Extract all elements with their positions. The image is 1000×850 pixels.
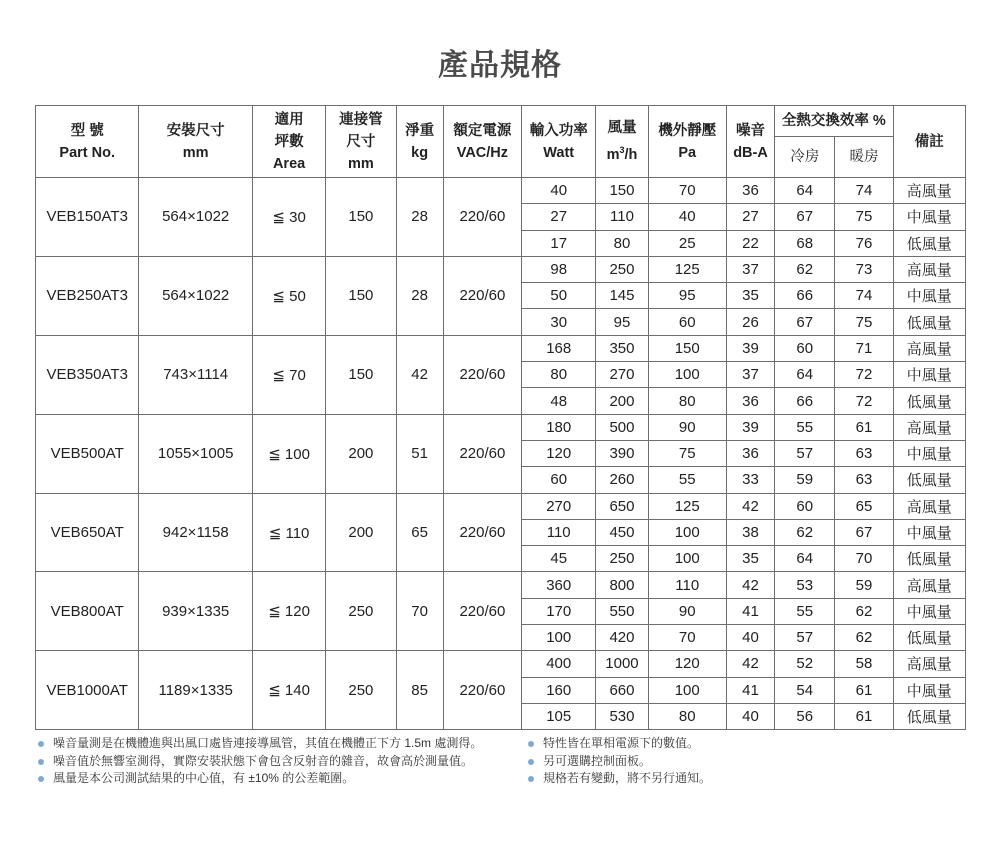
airflow-cell: 660 <box>596 677 648 703</box>
input-power-cell: 168 <box>522 335 596 361</box>
note-item <box>35 770 482 788</box>
cooling-efficiency-cell: 67 <box>775 309 835 335</box>
note-item <box>525 753 711 771</box>
header-input-power: 輸入功率 Watt <box>522 106 596 178</box>
input-power-cell: 170 <box>522 598 596 624</box>
static-pressure-cell: 90 <box>648 414 726 440</box>
heating-efficiency-cell: 72 <box>835 388 893 414</box>
install-size-cell: 743×1114 <box>139 335 252 414</box>
area-cell: ≦ 100 <box>252 414 325 493</box>
part-no-cell: VEB250AT3 <box>36 256 139 335</box>
static-pressure-cell: 70 <box>648 625 726 651</box>
airflow-cell: 530 <box>596 703 648 729</box>
noise-cell: 39 <box>726 335 774 361</box>
noise-cell: 40 <box>726 625 774 651</box>
noise-cell: 42 <box>726 572 774 598</box>
cooling-efficiency-cell: 66 <box>775 388 835 414</box>
power-cell: 220/60 <box>443 178 521 257</box>
noise-cell: 22 <box>726 230 774 256</box>
bullet-dot-icon <box>528 776 534 782</box>
airflow-cell: 450 <box>596 519 648 545</box>
remark-cell: 低風量 <box>893 388 965 414</box>
note-text: 噪音量測是在機體進與出風口處皆連接導風管，其值在機體正下方 1.5m 處測得。 <box>53 736 483 750</box>
airflow-cell: 390 <box>596 440 648 466</box>
bullet-dot-icon <box>38 759 44 765</box>
table-row <box>36 493 966 519</box>
airflow-cell: 270 <box>596 362 648 388</box>
noise-cell: 33 <box>726 467 774 493</box>
noise-cell: 36 <box>726 178 774 204</box>
header-weight: 淨重 kg <box>396 106 443 178</box>
spec-table-body <box>36 178 966 730</box>
install-size-cell: 942×1158 <box>139 493 252 572</box>
note-text: 噪音值於無響室測得，實際安裝狀態下會包含反射音的雜音，故會高於測量值。 <box>53 753 474 768</box>
noise-cell: 40 <box>726 703 774 729</box>
heating-efficiency-cell: 74 <box>835 283 893 309</box>
area-cell: ≦ 140 <box>252 651 325 730</box>
table-row <box>36 335 966 361</box>
cooling-efficiency-cell: 60 <box>775 493 835 519</box>
input-power-cell: 50 <box>522 283 596 309</box>
heating-efficiency-cell: 65 <box>835 493 893 519</box>
cooling-efficiency-cell: 53 <box>775 572 835 598</box>
install-size-cell: 1055×1005 <box>139 414 252 493</box>
heating-efficiency-cell: 58 <box>835 651 893 677</box>
input-power-cell: 27 <box>522 204 596 230</box>
heating-efficiency-cell: 59 <box>835 572 893 598</box>
header-row <box>36 106 966 137</box>
weight-cell: 51 <box>396 414 443 493</box>
input-power-cell: 400 <box>522 651 596 677</box>
remark-cell: 高風量 <box>893 493 965 519</box>
static-pressure-cell: 100 <box>648 519 726 545</box>
table-row <box>36 572 966 598</box>
noise-cell: 36 <box>726 440 774 466</box>
weight-cell: 85 <box>396 651 443 730</box>
airflow-cell: 350 <box>596 335 648 361</box>
input-power-cell: 45 <box>522 546 596 572</box>
input-power-cell: 160 <box>522 677 596 703</box>
noise-cell: 36 <box>726 388 774 414</box>
part-no-cell: VEB150AT3 <box>36 178 139 257</box>
heating-efficiency-cell: 71 <box>835 335 893 361</box>
remark-cell: 低風量 <box>893 467 965 493</box>
power-cell: 220/60 <box>443 651 521 730</box>
cooling-efficiency-cell: 57 <box>775 625 835 651</box>
input-power-cell: 120 <box>522 440 596 466</box>
power-cell: 220/60 <box>443 414 521 493</box>
cooling-efficiency-cell: 66 <box>775 283 835 309</box>
heating-efficiency-cell: 75 <box>835 309 893 335</box>
heating-efficiency-cell: 76 <box>835 230 893 256</box>
input-power-cell: 105 <box>522 703 596 729</box>
static-pressure-cell: 100 <box>648 546 726 572</box>
static-pressure-cell: 120 <box>648 651 726 677</box>
bullet-dot-icon <box>528 741 534 747</box>
header-airflow: 風量 $m^3/h$ <box>596 106 648 178</box>
weight-cell: 65 <box>396 493 443 572</box>
remark-cell: 中風量 <box>893 283 965 309</box>
input-power-cell: 180 <box>522 414 596 440</box>
input-power-cell: 48 <box>522 388 596 414</box>
input-power-cell: 80 <box>522 362 596 388</box>
airflow-cell: 150 <box>596 178 648 204</box>
install-size-cell: 939×1335 <box>139 572 252 651</box>
weight-cell: 28 <box>396 178 443 257</box>
remark-cell: 高風量 <box>893 256 965 282</box>
noise-cell: 26 <box>726 309 774 335</box>
airflow-cell: 500 <box>596 414 648 440</box>
input-power-cell: 100 <box>522 625 596 651</box>
cooling-efficiency-cell: 62 <box>775 519 835 545</box>
header-efficiency: 全熱交換效率 % <box>775 106 894 137</box>
heating-efficiency-cell: 63 <box>835 467 893 493</box>
header-area: 適用 坪數 Area <box>252 106 325 178</box>
noise-cell: 35 <box>726 283 774 309</box>
airflow-cell: 110 <box>596 204 648 230</box>
noise-cell: 37 <box>726 362 774 388</box>
heating-efficiency-cell: 75 <box>835 204 893 230</box>
remark-cell: 中風量 <box>893 204 965 230</box>
part-no-cell: VEB1000AT <box>36 651 139 730</box>
input-power-cell: 30 <box>522 309 596 335</box>
input-power-cell: 98 <box>522 256 596 282</box>
area-cell: ≦ 70 <box>252 335 325 414</box>
noise-cell: 42 <box>726 651 774 677</box>
header-power: 額定電源 VAC/Hz <box>443 106 521 178</box>
cooling-efficiency-cell: 67 <box>775 204 835 230</box>
airflow-cell: 260 <box>596 467 648 493</box>
cooling-efficiency-cell: 62 <box>775 256 835 282</box>
static-pressure-cell: 40 <box>648 204 726 230</box>
airflow-cell: 550 <box>596 598 648 624</box>
bullet-dot-icon <box>528 759 534 765</box>
weight-cell: 70 <box>396 572 443 651</box>
duct-size-cell: 250 <box>326 572 396 651</box>
page-title: 產品規格 <box>438 49 562 82</box>
heating-efficiency-cell: 73 <box>835 256 893 282</box>
weight-cell: 28 <box>396 256 443 335</box>
duct-size-cell: 200 <box>326 414 396 493</box>
header-install-size: 安裝尺寸 mm <box>139 106 252 178</box>
input-power-cell: 40 <box>522 178 596 204</box>
power-cell: 220/60 <box>443 256 521 335</box>
static-pressure-cell: 75 <box>648 440 726 466</box>
install-size-cell: 564×1022 <box>139 178 252 257</box>
spec-table <box>35 105 966 730</box>
header-static-pressure: 機外靜壓 Pa <box>648 106 726 178</box>
cooling-efficiency-cell: 52 <box>775 651 835 677</box>
install-size-cell: 1189×1335 <box>139 651 252 730</box>
area-cell: ≦ 110 <box>252 493 325 572</box>
part-no-cell: VEB800AT <box>36 572 139 651</box>
noise-cell: 37 <box>726 256 774 282</box>
heating-efficiency-cell: 72 <box>835 362 893 388</box>
input-power-cell: 360 <box>522 572 596 598</box>
noise-cell: 39 <box>726 414 774 440</box>
static-pressure-cell: 55 <box>648 467 726 493</box>
airflow-cell: 200 <box>596 388 648 414</box>
noise-cell: 41 <box>726 677 774 703</box>
duct-size-cell: 150 <box>326 178 396 257</box>
bullet-dot-icon <box>38 776 44 782</box>
heating-efficiency-cell: 63 <box>835 440 893 466</box>
heating-efficiency-cell: 62 <box>835 598 893 624</box>
note-text: 另可選購控制面板。 <box>543 753 652 768</box>
note-text: 風量是本公司測試結果的中心值，有 ±10% 的公差範圍。 <box>53 771 355 785</box>
cooling-efficiency-cell: 54 <box>775 677 835 703</box>
static-pressure-cell: 100 <box>648 677 726 703</box>
install-size-cell: 564×1022 <box>139 256 252 335</box>
duct-size-cell: 250 <box>326 651 396 730</box>
power-cell: 220/60 <box>443 572 521 651</box>
table-row <box>36 651 966 677</box>
static-pressure-cell: 95 <box>648 283 726 309</box>
noise-cell: 27 <box>726 204 774 230</box>
input-power-cell: 270 <box>522 493 596 519</box>
remark-cell: 中風量 <box>893 519 965 545</box>
remark-cell: 低風量 <box>893 309 965 335</box>
part-no-cell: VEB500AT <box>36 414 139 493</box>
remark-cell: 高風量 <box>893 572 965 598</box>
static-pressure-cell: 60 <box>648 309 726 335</box>
duct-size-cell: 150 <box>326 256 396 335</box>
note-item <box>35 735 482 753</box>
power-cell: 220/60 <box>443 493 521 572</box>
cooling-efficiency-cell: 64 <box>775 546 835 572</box>
airflow-cell: 420 <box>596 625 648 651</box>
heating-efficiency-cell: 74 <box>835 178 893 204</box>
weight-cell: 42 <box>396 335 443 414</box>
table-row <box>36 414 966 440</box>
duct-size-cell: 150 <box>326 335 396 414</box>
bullet-dot-icon <box>38 741 44 747</box>
heating-efficiency-cell: 67 <box>835 519 893 545</box>
table-row <box>36 178 966 204</box>
remark-cell: 中風量 <box>893 598 965 624</box>
heating-efficiency-cell: 61 <box>835 703 893 729</box>
header-part-no: 型 號 Part No. <box>36 106 139 178</box>
airflow-cell: 145 <box>596 283 648 309</box>
note-text: 規格若有變動，將不另行通知。 <box>543 771 712 785</box>
noise-cell: 35 <box>726 546 774 572</box>
header-duct-size: 連接管 尺寸 mm <box>326 106 396 178</box>
remark-cell: 高風量 <box>893 414 965 440</box>
note-item <box>525 735 711 753</box>
table-row <box>36 256 966 282</box>
remark-cell: 中風量 <box>893 440 965 466</box>
note-item <box>525 770 711 788</box>
header-noise: 噪音 dB-A <box>726 106 774 178</box>
part-no-cell: VEB650AT <box>36 493 139 572</box>
header-heating: 暖房 <box>835 137 893 178</box>
noise-cell: 38 <box>726 519 774 545</box>
remark-cell: 中風量 <box>893 677 965 703</box>
airflow-cell: 1000 <box>596 651 648 677</box>
cooling-efficiency-cell: 55 <box>775 414 835 440</box>
static-pressure-cell: 25 <box>648 230 726 256</box>
remark-cell: 低風量 <box>893 625 965 651</box>
area-cell: ≦ 120 <box>252 572 325 651</box>
static-pressure-cell: 90 <box>648 598 726 624</box>
static-pressure-cell: 125 <box>648 493 726 519</box>
cooling-efficiency-cell: 64 <box>775 362 835 388</box>
cooling-efficiency-cell: 59 <box>775 467 835 493</box>
area-cell: ≦ 50 <box>252 256 325 335</box>
airflow-cell: 250 <box>596 256 648 282</box>
cooling-efficiency-cell: 60 <box>775 335 835 361</box>
header-cooling: 冷房 <box>775 137 835 178</box>
notes-list-left <box>35 735 482 788</box>
duct-size-cell: 200 <box>326 493 396 572</box>
heating-efficiency-cell: 61 <box>835 677 893 703</box>
airflow-cell: 250 <box>596 546 648 572</box>
remark-cell: 高風量 <box>893 335 965 361</box>
remark-cell: 中風量 <box>893 362 965 388</box>
header-remark: 備註 <box>893 106 965 178</box>
input-power-cell: 110 <box>522 519 596 545</box>
cooling-efficiency-cell: 55 <box>775 598 835 624</box>
static-pressure-cell: 110 <box>648 572 726 598</box>
part-no-cell: VEB350AT3 <box>36 335 139 414</box>
airflow-cell: 800 <box>596 572 648 598</box>
static-pressure-cell: 125 <box>648 256 726 282</box>
power-cell: 220/60 <box>443 335 521 414</box>
remark-cell: 高風量 <box>893 178 965 204</box>
remark-cell: 低風量 <box>893 703 965 729</box>
cooling-efficiency-cell: 64 <box>775 178 835 204</box>
cooling-efficiency-cell: 56 <box>775 703 835 729</box>
noise-cell: 42 <box>726 493 774 519</box>
noise-cell: 41 <box>726 598 774 624</box>
note-text: 特性皆在單相電源下的數值。 <box>543 736 700 750</box>
heating-efficiency-cell: 70 <box>835 546 893 572</box>
remark-cell: 低風量 <box>893 230 965 256</box>
cooling-efficiency-cell: 57 <box>775 440 835 466</box>
heating-efficiency-cell: 62 <box>835 625 893 651</box>
airflow-cell: 650 <box>596 493 648 519</box>
remark-cell: 高風量 <box>893 651 965 677</box>
static-pressure-cell: 150 <box>648 335 726 361</box>
airflow-cell: 95 <box>596 309 648 335</box>
notes-list-right <box>525 735 711 788</box>
static-pressure-cell: 80 <box>648 388 726 414</box>
static-pressure-cell: 100 <box>648 362 726 388</box>
airflow-cell: 80 <box>596 230 648 256</box>
static-pressure-cell: 70 <box>648 178 726 204</box>
remark-cell: 低風量 <box>893 546 965 572</box>
static-pressure-cell: 80 <box>648 703 726 729</box>
area-cell: ≦ 30 <box>252 178 325 257</box>
heating-efficiency-cell: 61 <box>835 414 893 440</box>
note-item <box>35 753 482 771</box>
cooling-efficiency-cell: 68 <box>775 230 835 256</box>
input-power-cell: 60 <box>522 467 596 493</box>
input-power-cell: 17 <box>522 230 596 256</box>
